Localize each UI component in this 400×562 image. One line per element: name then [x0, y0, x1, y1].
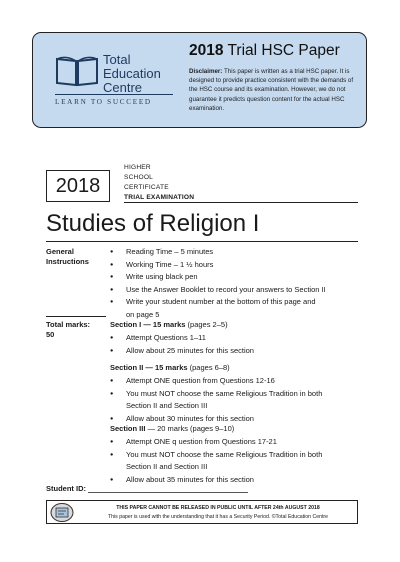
total-marks-value: 50	[46, 329, 55, 339]
section-3-heading	[110, 424, 234, 434]
banner-title-year: 2018	[189, 42, 224, 59]
general-label-line-2: Instructions	[46, 256, 89, 266]
total-marks-label	[46, 320, 90, 339]
security-seal-icon	[49, 502, 75, 523]
student-id-field[interactable]	[88, 492, 248, 493]
list-item: ● Attempt ONE question from Questions 12-16	[110, 375, 322, 388]
list-item: ● Use the Answer Booklet to record your answers to Section II	[110, 284, 326, 297]
marks-divider	[46, 316, 106, 317]
section-1-pages: (pages 2–5)	[185, 320, 228, 329]
banner-title-rest: Trial HSC Paper	[227, 42, 340, 59]
list-item: ● Working Time – 1 ½ hours	[110, 259, 326, 272]
cert-line-trial: TRIAL EXAMINATION	[124, 194, 195, 201]
section-2-pages: (pages 6–8)	[187, 363, 230, 372]
logo-wordmark	[103, 53, 161, 95]
cert-line-certificate: CERTIFICATE	[124, 184, 169, 191]
general-label-line-1: General	[46, 247, 74, 256]
footer-notice	[46, 500, 358, 524]
exam-year-box: 2018	[46, 170, 110, 202]
list-item: ● Reading Time – 5 minutes	[110, 246, 326, 259]
logo-line-3: Centre	[103, 80, 143, 95]
disclaimer	[189, 67, 361, 113]
footer-release-notice: THIS PAPER CANNOT BE RELEASED IN PUBLIC UNTIL AFTER 24th AUGUST 2018	[116, 505, 320, 511]
total-education-centre-logo	[55, 53, 173, 123]
list-item: Section II and Section III	[126, 462, 208, 472]
general-instructions-list	[110, 246, 326, 322]
logo-tagline: LEARN TO SUCCEED	[55, 98, 152, 106]
logo-line-1: Total	[103, 52, 131, 67]
general-instructions-label	[46, 247, 89, 266]
section-3-title: Section III	[110, 424, 146, 433]
list-item: ● Allow about 35 minutes for this section	[110, 474, 322, 487]
disclaimer-label: Disclaimer:	[189, 68, 223, 75]
list-item: ● Attempt ONE q uestion from Questions 17-21	[110, 436, 322, 449]
section-3-pages: (pages 9–10)	[187, 424, 235, 433]
section-2-title: Section II — 15 marks	[110, 363, 188, 372]
list-item: ● You must NOT choose the same Religious Tradition in both	[110, 449, 322, 462]
list-item: ● Write your student number at the bottom of this page and	[110, 296, 326, 309]
section-1-heading	[110, 320, 228, 330]
section-3-marks: — 20 marks	[145, 424, 188, 433]
cert-line-higher: HIGHER	[124, 164, 151, 171]
cert-divider	[124, 202, 358, 203]
title-divider	[46, 241, 358, 242]
section-2-heading	[110, 363, 230, 373]
header-banner	[32, 32, 367, 128]
list-item: on page 5	[126, 309, 160, 319]
logo-divider	[55, 94, 173, 95]
certificate-label	[124, 163, 194, 203]
open-book-icon	[55, 55, 99, 87]
footer-security-notice: This paper is used with the understanding that it has a Security Period. ©Total Education Centre	[107, 514, 329, 520]
cert-line-school: SCHOOL	[124, 174, 154, 181]
section-1-list	[110, 332, 254, 357]
section-2-list	[110, 375, 322, 425]
list-item: Section II and Section III	[126, 401, 208, 411]
list-item: ● Write using black pen	[110, 271, 326, 284]
total-marks-text: Total marks:	[46, 320, 91, 329]
list-item: ● You must NOT choose the same Religious Tradition in both	[110, 388, 322, 401]
section-1-title: Section I — 15 marks	[110, 320, 186, 329]
subject-title: Studies of Religion I	[46, 210, 260, 237]
disclaimer-text: This paper is written as a trial HSC paper. It is designed to provide practice consistent with the demands of the HSC course and its examination. However, we do not guarantee it predicts question content for the actual HSC examination.	[189, 68, 354, 112]
banner-title	[189, 42, 340, 60]
list-item: ● Allow about 30 minutes for this section	[110, 413, 322, 426]
list-item: ● Allow about 25 minutes for this section	[110, 345, 254, 358]
section-3-list	[110, 436, 322, 486]
student-id-label: Student ID:	[46, 484, 86, 493]
logo-line-2: Education	[103, 66, 161, 81]
list-item: ● Attempt Questions 1–11	[110, 332, 254, 345]
